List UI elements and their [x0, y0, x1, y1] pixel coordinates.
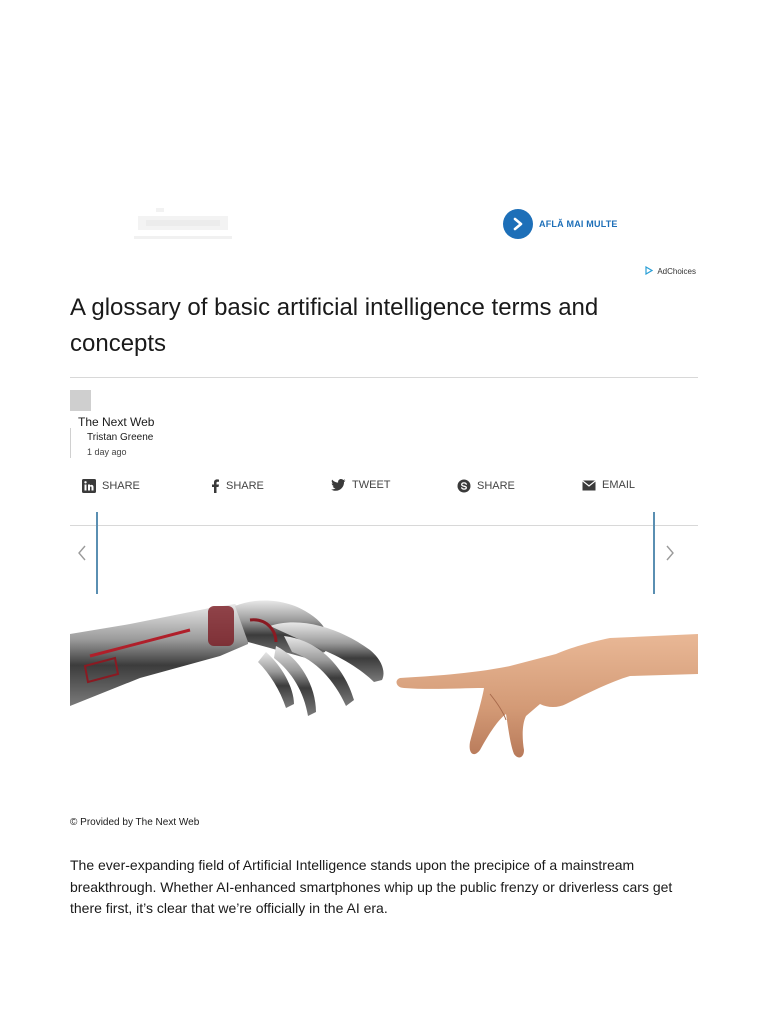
adchoices-icon [645, 266, 653, 277]
ad-learn-more-button[interactable] [503, 209, 618, 239]
share-skype-button[interactable] [457, 479, 515, 493]
chevron-left-icon [76, 549, 88, 566]
byline-divider [70, 428, 71, 458]
twitter-icon [331, 479, 346, 491]
article-hero-image[interactable] [70, 596, 698, 796]
adchoices-link[interactable] [645, 266, 696, 277]
share-email-button[interactable] [582, 479, 635, 491]
share-email-label: EMAIL [602, 479, 636, 491]
share-skype-label: SHARE [477, 480, 515, 492]
carousel-right-indicator [653, 512, 655, 594]
email-icon [582, 480, 596, 491]
chevron-right-icon [503, 209, 533, 239]
article-title: A glossary of basic artificial intelligence terms and concepts [70, 294, 599, 357]
carousel-prev-button[interactable] [76, 544, 88, 567]
carousel-next-button[interactable] [664, 544, 676, 567]
article-body-paragraph: The ever-expanding field of Artificial Intelligence stands upon the precipice of a mainstream breakthrough. Whether AI-enhanced smartphones whip up the public frenzy or driverless cars get there first, it’s clear that we’re officially in the AI era. [70, 857, 673, 916]
ad-cta-label: AFLĂ MAI MULTE [539, 219, 618, 229]
source-logo[interactable] [70, 390, 91, 411]
share-facebook-button[interactable] [210, 479, 264, 493]
linkedin-icon [82, 479, 96, 493]
share-twitter-button[interactable] [331, 479, 391, 491]
author-name: Tristan Greene [87, 432, 154, 443]
skype-icon [457, 479, 471, 493]
image-caption: © Provided by The Next Web [70, 817, 200, 828]
title-divider [70, 377, 698, 378]
share-divider [70, 525, 698, 526]
share-linkedin-label: SHARE [102, 480, 140, 492]
share-twitter-label: TWEET [352, 479, 391, 491]
ad-logo[interactable] [128, 202, 238, 248]
share-linkedin-button[interactable] [82, 479, 140, 493]
publish-time: 1 day ago [87, 447, 127, 457]
chevron-right-icon [664, 549, 676, 566]
carousel-left-indicator [96, 512, 98, 594]
share-facebook-label: SHARE [226, 480, 264, 492]
facebook-icon [210, 479, 220, 493]
source-name[interactable]: The Next Web [78, 415, 155, 429]
adchoices-label: AdChoices [657, 267, 696, 276]
